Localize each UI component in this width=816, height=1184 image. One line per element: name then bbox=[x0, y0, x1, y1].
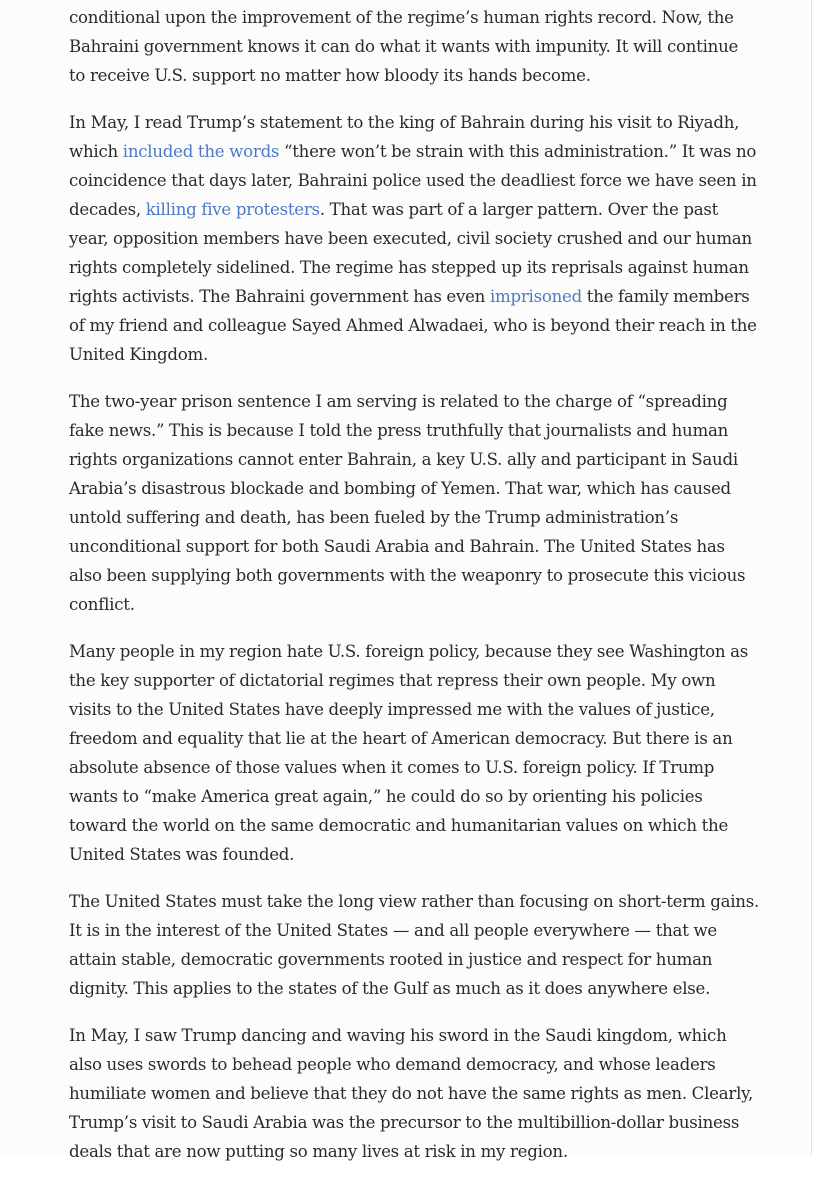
paragraph-text: conditional upon the improvement of the regime’s human rights record. Now, the Bahraini government knows it can do what it wants with impunity. It will continue to receive U.S. support no matter how bloody its hands become. bbox=[69, 8, 739, 85]
paragraph-impunity bbox=[69, 3, 759, 90]
paragraph-text: . That was part of a larger pattern. Over the past year, opposition members have been executed, civil society crushed and our human rights completely sidelined. The regime has stepped up its reprisals against human rights activists. The Bahraini government has even bbox=[69, 200, 752, 306]
link-included-the-words[interactable]: included the words bbox=[122, 142, 280, 161]
paragraph-foreign-policy bbox=[69, 637, 759, 869]
link-killing-five-protesters[interactable]: killing five protesters bbox=[145, 200, 320, 219]
paragraph-text: the family members of my friend and colleague Sayed Ahmed Alwadaei, who is beyond their reach in the United Kingdom. bbox=[69, 287, 757, 364]
paragraph-text: In May, I read Trump’s statement to the king of Bahrain during his visit to Riyadh, which bbox=[69, 113, 740, 161]
paragraph-prison-sentence bbox=[69, 387, 759, 619]
window-edge bbox=[812, 0, 816, 1156]
paragraph-saudi-visit bbox=[69, 1021, 759, 1166]
paragraph-text: “there won’t be strain with this administration.” It was no coincidence that days later, Bahraini police used the deadliest force we have seen in decades, bbox=[69, 142, 757, 219]
paragraph-text: The two-year prison sentence I am serving is related to the charge of “spreading fake news.” This is because I told the press truthfully that journalists and human rights organizations cannot enter Bahrain, a key U.S. ally and participant in Saudi Arabia’s disastrous blockade and bombing of Yemen. That war, which has caused untold suffering and death, has been fueled by the Trump administration’s unconditional support for both Saudi Arabia and Bahrain. The United States has also been supplying both governments with the weaponry to prosecute this vicious conflict. bbox=[69, 392, 746, 614]
paragraph-text: The United States must take the long view rather than focusing on short-term gains. It is in the interest of the United States — and all people everywhere — that we attain stable, democratic governments rooted in justice and respect for human dignity. This applies to the states of the Gulf as much as it does anywhere else. bbox=[69, 892, 759, 998]
paragraph-text: Many people in my region hate U.S. foreign policy, because they see Washington as the key supporter of dictatorial regimes that repress their own people. My own visits to the United States have deeply impressed me with the values of justice, freedom and equality that lie at the heart of American democracy. But there is an absolute absence of those values when it comes to U.S. foreign policy. If Trump wants to “make America great again,” he could do so by orienting his policies toward the world on the same democratic and humanitarian values on which the United States was founded. bbox=[69, 642, 749, 864]
paragraph-text: In May, I saw Trump dancing and waving his sword in the Saudi kingdom, which also uses swords to behead people who demand democracy, and whose leaders humiliate women and believe that they do not have the same rights as men. Clearly, Trump’s visit to Saudi Arabia was the precursor to the multibillion-dollar business deals that are now putting so many lives at risk in my region. bbox=[69, 1026, 754, 1161]
link-imprisoned[interactable]: imprisoned bbox=[489, 287, 582, 306]
paragraph-trump-statement bbox=[69, 108, 759, 369]
article-body bbox=[69, 3, 759, 1184]
paragraph-long-view bbox=[69, 887, 759, 1003]
